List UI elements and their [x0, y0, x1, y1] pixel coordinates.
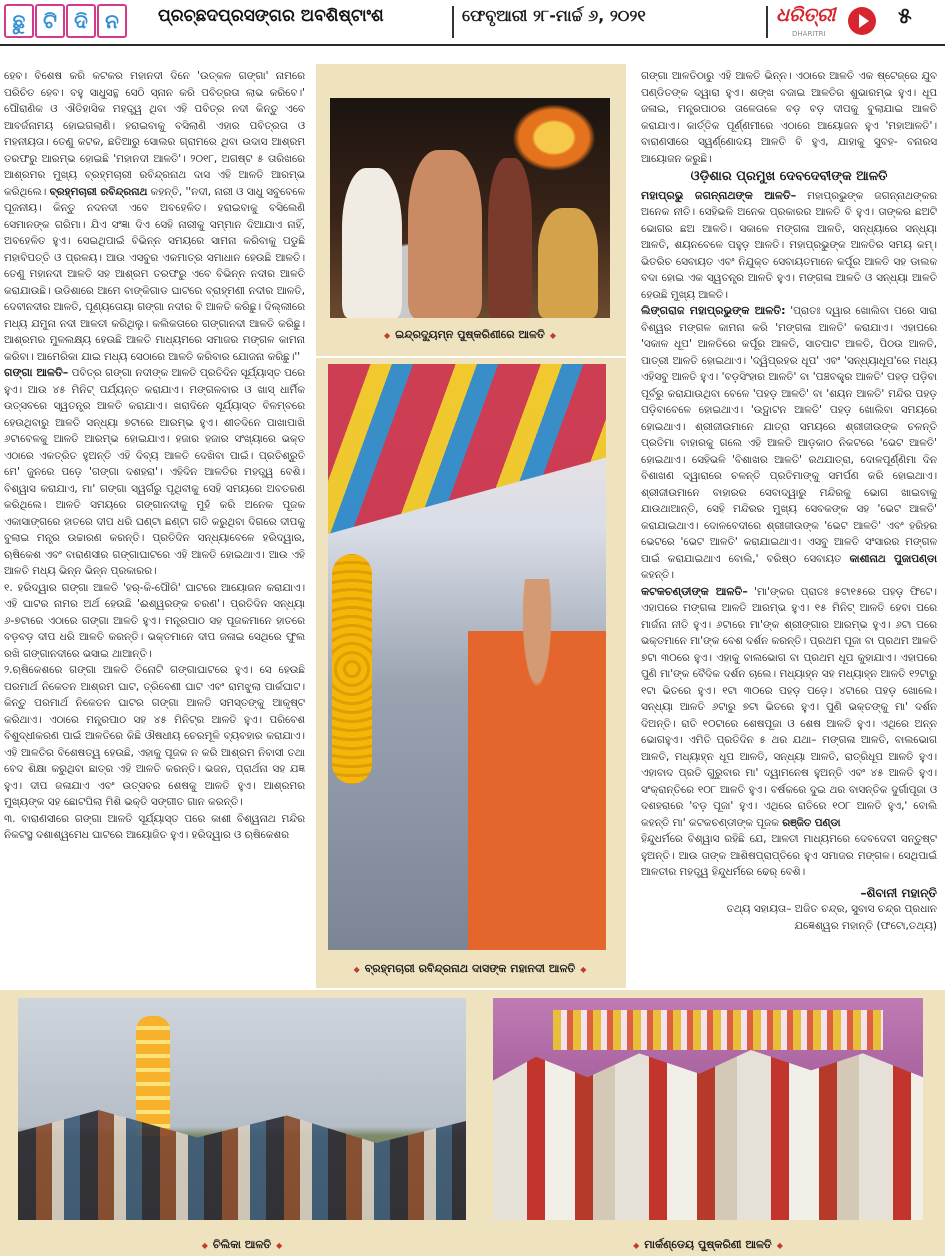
paragraph: ହେବ। ବିଶେଷ କରି କଟକର ମହାନଦୀ ଦିନେ 'ଉତ୍କଳ ଗଙ୍ଗା' ନାମରେ ପରିଚିତ ହେବ। ବହୁ ସାଧୁସନ୍ଥ ସେଠି ସ୍ନାନ କରି ପବିତ୍ରତା ଲାଭ କରିବେ।' ପୌରାଣିକ ଓ ଐତିହାସିକ ମହତ୍ତ୍ୱ ଥିବା ଏହି ପବିତ୍ର ନଦୀ କିନ୍ତୁ ଏବେ ଆବର୍ଜନାମୟ ହୋଇଗଲାଣି। ହରାଇବାକୁ ବସିଲାଣି ଏହାର ପବିତ୍ରତା ଓ ମହନୀୟତା। ତେଣୁ କଟକ, ଛତିଆରୁ ସୋଲର ଗ୍ରାମରେ ଥିବା ଉଦାସ ଆଶ୍ରମ ତରଫରୁ ଆରମ୍ଭ ହୋଇଛି 'ମହାନଦୀ ଆଳତି'। ୨୦୧୮, ଅଗଷ୍ଟ ୫ ତାରିଖରେ ଆଶ୍ରମର ମୁଖ୍ୟ ବ୍ରହ୍ମଚାରୀ ରବିନ୍ଦ୍ରନାଥ ଦାସ ଏହି ଆଳତି ଆରମ୍ଭ କରିଥିଲେ। ବ୍ରହ୍ମଚାରୀ ରବିନ୍ଦ୍ରନାଥ କହନ୍ତି, ''ନଦୀ, ନାରୀ ଓ ସାଧୁ ସବୁବେଳେ ପୂଜନୀୟ। କିନ୍ତୁ ନଦନଦୀ ଏବେ ଅବହେଳିତ। ହରାଇବାକୁ ବସିଲେଣି ସେମାନଙ୍କ ଗରିମା। ଯିଏ ସଂଜ୍ଞା ଦିଏ ସେହି ନାରୀକୁ ସମ୍ମାନ ଦିଆଯାଏ ନାହିଁ, ଅବହେଳିତ ହୁଏ। ସେଇଥିପାଇଁ ବିଭିନ୍ନ ସମୟରେ ସାମନା କରିବାକୁ ପଡୁଛି ମହାବିପତ୍ତି ଓ ପ୍ରଳୟ। ଆଉ ଏସବୁର ଏକମାତ୍ର ସମାଧାନ ହେଉଛି ଆଳତି। ତେଣୁ ମହାନଦୀ ଆଳତି ସହ ଆଶ୍ରମ ତରଫରୁ ଏବେ ବିଭିନ୍ନ ନଦୀର ଆଳତି କରାଯାଉଛି। ଉଡିଶାରେ ଆମେ ବାଙ୍କିଗାଡ ଘାଟରେ ବ୍ରାହ୍ମଣୀ ନଦୀର ଆଳତି, ଦେବୀନଦୀର ଆଳତି, ପୂଣ୍ୟତୋୟା ଗଙ୍ଗା ନଦୀର ବି ଆଳତି କରିଛୁ। ଦିଲ୍ଲୀରେ ମଧ୍ୟ ଯମୁନା ନଦୀ ଆଳତୀ କରିଥିଲୁ। କଲିକତାରେ ଗଙ୍ଗାନଦୀ ଆଳତି କରିଛୁ। ଆଶ୍ରମର ମୁଳଲକ୍ଷ୍ୟ ହେଉଛି ଆଳତି ମାଧ୍ୟମରେ ସମାଜର ମଙ୍ଗଳ କାମନା କରିବା। ଆମେରିକା ଯାଇ ମଧ୍ୟ ସେଠାରେ ଆଳତି କରିବାର ଯୋଜନା କରିଛୁ।'' [4, 70, 305, 363]
crowd [18, 1110, 466, 1220]
paragraph: ହିନ୍ଦୁଧର୍ମରେ ବିଶ୍ୱାସ ରହିଛି ଯେ, ଆଳତୀ ମାଧ୍ୟମରେ ଦେବଦେବୀ ସନ୍ତୁଷ୍ଟ ହୁଅନ୍ତି। ଆଉ ତାଙ୍କ ଆଶିଷପ୍ରାପ୍ତିରେ ହୁଏ ସମାଜର ମଙ୍ଗଳ। ସେଥିପାଇଁ ଆଳତୀର ମହତ୍ତ୍ୱ ହିନ୍ଦୁଧର୍ମରେ ଢେର୍ ବେଶି। [641, 833, 937, 878]
masthead [0, 0, 945, 46]
speaker-name: ବ୍ରହ୍ମଚାରୀ ରବିନ୍ଦ୍ରନାଥ [49, 185, 148, 198]
paragraph: ଗଙ୍ଗା ଆଳତିଠାରୁ ଏହି ଆଳତି ଭିନ୍ନ। ଏଠାରେ ଆଳତି ଏକ ଷ୍ଟେଜ୍ରେ ଯୁବ ପଣ୍ଡିତଙ୍କ ଦ୍ୱାରା ହୁଏ। ଶଙ୍ଖ ବଜାଇ ଆଳତିର ଶୁଭାରମ୍ଭ ହୁଏ। ଧୂପ ଜଳାଇ, ମନ୍ତ୍ରପାଠର ତାଳେତାଳେ ବଡ଼ ବଡ଼ ଦୀପକୁ ବୁଲାଯାଇ ଆଳତି କରାଯାଏ। କାର୍ତ୍ତିକ ପୂର୍ଣ୍ଣମୀରେ ଏଠାରେ ଆୟୋଜନ ହୁଏ 'ମହାଆଳତି'। ବାରାଣସୀରେ ସ୍ୱର୍ଣ୍ଣୋଦୟ ଆଳତି ବି ହୁଏ, ଯାହାକୁ ସୁବହ- ବନାରସ ଆୟୋଜନ କରୁଛି। [641, 70, 937, 165]
speaker-name: କାଶୀନାଥ ପୁଜାପଣ୍ଡା [849, 552, 937, 565]
aarti-lamp [136, 1016, 170, 1136]
lamp-stand [538, 208, 598, 318]
paragraph: ମହାପ୍ରଭୁ ଜଗନ୍ନାଥଙ୍କ ଆଳତି– ମହାପ୍ରଭୁଙ୍କ ଜଗନ୍ନାଥଙ୍କର ଅନେକ ନୀତି। ସେହିଭଳି ଅନେକ ପ୍ରକାରର ଆଳତି ବି ହୁଏ। ତାଙ୍କର ଛଅଟି ଭୋଗର ଛଅ ଆଳତି। ସକାଳେ ମଙ୍ଗଳା ଆଳତି, ସନ୍ଧ୍ୟାରେ ସନ୍ଧ୍ୟା ଆଳତି, ଶୟନବେଳେ ପହୁଡ଼ ଆଳତି। ମହାପ୍ରଭୁଙ୍କ ଆଳତିର ସମୟ କମ୍। ଭିତରିଚ ସେବାୟତ ଏବଂ ନିଯୁକ୍ତ ସେବାୟତମାନେ କର୍ପୂର ଆଳତି ସହ ଡାଲକ ବଦା ହୋଇ ଏକ ସ୍ୱତନ୍ତ୍ର ଆଳତି ହୁଏ। ମଙ୍ଗଳା ଆଳତି ଓ ସନ୍ଧ୍ୟା ଆଳତି ହେଉଛି ମୁଖ୍ୟ ଆଳତି। [641, 188, 937, 301]
speaker-name: ରଞ୍ଜିତ ପଣ୍ଡା [782, 816, 841, 829]
list-item: ୧. ହରିଦ୍ୱାର ଗଙ୍ଗା ଆଳତି 'ହର୍-କି-ପୌରି' ଘାଟରେ ଆୟୋଜନ କରାଯାଏ। ଏହି ଘାଟର ନାମର ଅର୍ଥ ହେଉଛି 'ଈଶ୍ୱରଙ୍କ ଚରଣ'। ପ୍ରତିଦିନ ସନ୍ଧ୍ୟା ୬-୭ଟାରେ ଏଠାରେ ଗଙ୍ଗା ଆଳତି ହୁଏ। ମନ୍ତ୍ରପାଠ ସହ ପୂଜକମାନେ ହାତରେ ବଡ଼ବଡ଼ ଦୀପ ଧରି ଆଳତି କରନ୍ତି। ଭକ୍ତମାନେ ଦୀପ ଜଳାଇ ସେଥିରେ ଫୁଲ ରଖି ଗଙ୍ଗାନଦୀରେ ଭସାଇ ଥାଆନ୍ତି। [4, 581, 305, 660]
section-logo [4, 4, 127, 38]
credit-line: ତଥ୍ୟ ସହାୟତା– ଅଜିତ ଚନ୍ଦ୍ର, ସୁବାସ ଚନ୍ଦ୍ର ପ୍ରଧାନ [726, 903, 937, 915]
paragraph: କଟକଚଣ୍ଡୀଙ୍କ ଆଳତି– 'ମା'ଙ୍କର ପ୍ରାତଃ ୫ଟା୧୫ରେ ପହଡ଼ ଫିଟେ। ଏହାପରେ ମଙ୍ଗଳା ଆଳତି ଆରମ୍ଭ ହୁଏ। ୧୫ ମିନିଟ୍ ଆଳତି ହେବା ପରେ ମାର୍ଜନା ନୀତି ହୁଏ। ୬ଟାରେ ମା'ଙ୍କ ଶ୍ରୀଙ୍ଗାର ଆରମ୍ଭ ହୁଏ। ୬ଟା ପରେ ଭକ୍ତମାନେ ମା'ଙ୍କ ବେଶ ଦର୍ଶନ କରନ୍ତି। ପ୍ରଥମ ପୂଜା ବା ପ୍ରଥମ ଆଳତି ୭ଟା ୩୦ରେ ହୁଏ। ଏହାକୁ ବାଲଭୋଗ ବା ପ୍ରଥମ ଧୂପ କୁହାଯାଏ। ଏହାପରେ ପୁଣି ମା'ଙ୍କ ବୈଦିକ ଦର୍ଶନ ଚାଲେ। ମଧ୍ୟାହ୍ନ ସହ ମଧ୍ୟାହ୍ନ ଆଳତି ୧୨ଟାରୁ ୧ଟା ଭିତରେ ହୁଏ। ୧ଟା ୩୦ରେ ପହଡ଼ ପଡ଼େ। ୪ଟାରେ ପହଡ଼ ଖୋଲେ। ସନ୍ଧ୍ୟା ଆଳତି ୬ଟାରୁ ୭ଟା ଭିତରେ ହୁଏ। ପୁଣି ଭକ୍ତଙ୍କୁ ମା' ଦର୍ଶନ ଦିଅନ୍ତି। ରାତି ୧୦ଟାରେ ଶେଷପୂଜା ଓ ଶେଷ ଆଳତି ହୁଏ। ଏଥିରେ ଅନ୍ନ ଭୋଗହୁଏ। ଏମିତି ପ୍ରତିଦିନ ୫ ଥର ଯଥା– ମଙ୍ଗଳା ଆଳତି, ବାଲଭୋଗ ଆଳତି, ମଧ୍ୟାହ୍ନ ଧୂପ ଆଳତି, ସନ୍ଧ୍ୟା ଆଳତି, ରାତ୍ରିଧୂପ ଆଳତି ହୁଏ। ଏହାବାଦ ପ୍ରତି ଗୁରୁବାର ମା' ଦ୍ୱାମନେଷ ହୁଅନ୍ତି ଏବଂ ୪୫ ଆଳତି ହୁଏ। ସଂକ୍ରାନ୍ତିରେ ୧୦୮ ଆଳତି ହୁଏ। ବର୍ଷକରେ ଦୁଇ ଥର ବାସନ୍ତିକ ଦୁର୍ଗାପୂଜା ଓ ଦଶହରାରେ 'ବଡ଼ ପୂଜା' ହୁଏ। ଏଥିରେ ରାତିରେ ୧୦୮ ଆଳତି ହୁଏ,' ବୋଲି କହନ୍ତି ମା' କଟକଚଣ୍ଡୀଙ୍କ ପୂଜକ ରଞ୍ଜିତ ପଣ୍ଡା [641, 584, 937, 829]
header-divider [766, 6, 768, 38]
article-column-left [4, 68, 305, 990]
section-heading: ଓଡ଼ିଶାର ପ୍ରମୁଖ ଦେବଦେବୀଙ୍କ ଆଳତି [690, 169, 888, 184]
paragraph: ଗଙ୍ଗା ଆଳତି– ପବିତ୍ର ଗଙ୍ଗା ନଦୀଙ୍କ ଆଳତି ପ୍ରତିଦିନ ସୂର୍ଯ୍ୟାସ୍ତ ପରେ ହୁଏ। ଆଉ ୪୫ ମିନିଟ୍ ପର୍ଯ୍ୟନ୍ତ କରାଯାଏ। ମଙ୍ଗଳବାର ଓ ଖାସ୍ ଧାର୍ମିକ ଉତ୍ସବରେ ସ୍ୱତନ୍ତ୍ର ଆଳତି କରାଯାଏ। ଖରାଦିନେ ସୂର୍ଯ୍ୟାସ୍ତ ବିଳମ୍ବରେ ହେଉଥିବାରୁ ଆଳତି ସନ୍ଧ୍ୟା ୭ଟାରେ ଆରମ୍ଭ ହୁଏ। ଶୀତଦିନେ ପାଖାପାଖି ୬ଟାବେଳକୁ ଆଳତି ଆରମ୍ଭ ହୋଇଯାଏ। ହଜାର ହଜାର ସଂଖ୍ୟାରେ ଭକ୍ତ ଏଠାରେ ଏକତ୍ରିତ ହୁଅନ୍ତି ଏହି ଦିବ୍ୟ ଆଳତି ଦେଖିବା ପାଇଁ। ପ୍ରତିଶ୍ରୁତି ମେ' ଜୁନରେ ପଡ଼େ 'ଗଙ୍ଗା ଦଶହରା'। ଏହିଦିନ ଆଳତିର ମହତ୍ତ୍ୱ ବେଶି। ବିଶ୍ୱାସ କରାଯାଏ, ମା' ଗଙ୍ଗା ସ୍ୱର୍ଗରୁ ପୃଥିବୀକୁ ସେହି ସମୟରେ ଅବତରଣ କରିଥିଲେ। ଆଳତି ସମୟରେ ଗଙ୍ଗାନଦୀକୁ ମୁହଁ କରି ଅନେକ ପୂଜକ ଏକାସାଙ୍ଗରେ ହାତରେ ଦୀପ ଧରି ଘଣ୍ଟା ଛଣ୍ଟା ଗତି କରୁଥିବା ଦିଗରେ ଦୀପକୁ ବୁଲାଇ ମନ୍ତ୍ର ଉଚ୍ଚାରଣ କରନ୍ତି। ପ୍ରତିଦିନ ସନ୍ଧ୍ୟାବେଳେ ହରିଦ୍ୱାର, ଋଷିକେଶ ଏବଂ ବାରାଣସୀର ଗଙ୍ଗାଘାଟରେ ଏହି ଆଳତି ହୋଇଥାଏ। ଆଉ ଏହି ଆଳତି ମଧ୍ୟ ଭିନ୍ନ ଭିନ୍ନ ପ୍ରକାରର। [4, 366, 305, 577]
photo-caption: ◆ ମାର୍କଣ୍ଡେୟ ପୁଷ୍କରିଣୀ ଆଳତି ◆ [493, 1238, 923, 1252]
photo-caption: ◆ ବ୍ରହ୍ମଚାରୀ ରବିନ୍ଦ୍ରନାଥ ଦାସଙ୍କ ମହାନଦୀ ଆଳତି ◆ [320, 962, 620, 976]
chilika-aarti-photo [18, 998, 466, 1220]
paragraph: ଲିଙ୍ଗରାଜ ମହାପ୍ରଭୁଙ୍କ ଆଳତି: 'ପ୍ରାତଃ ଦ୍ୱାର ଖୋଲିବା ପରେ ସାରା ବିଶ୍ୱର ମଙ୍ଗଳ କାମନା କରି 'ମଙ୍ଗଳା ଆଳତି' କରାଯାଏ। ଏହାପରେ 'ସକାଳ ଧୂପ' ଆଳତିରେ କର୍ପୂର ଆଳତି, ସାତପାଟ ଆଳତି, ପିଠଉ ଆଳତି, ପାତ୍ରୀ ଆଳତି ହୋଇଥାଏ। 'ଦ୍ୱିପ୍ରହର ଧୂପ' ଏବଂ 'ସନ୍ଧ୍ୟାଧୂପ'ରେ ମଧ୍ୟ ଏହିସବୁ ଆଳତି ହୁଏ। 'ବଡ଼ସିଂହାର ଆଳତି' ବା 'ପଞ୍ଚବକ୍ତ୍ର ଆଳତି' ପହଡ଼ ପଡ଼ିବା ପୂର୍ବରୁ କରାଯାଉଥିବା ବେଳେ 'ପହଡ଼ ଆଳତି' ବା 'ଶୟନ ଆଳତି' ମନ୍ଦିର ପହଡ଼ ପଡ଼ିବାବେଳେ ହୋଇଥାଏ। 'ଉଦ୍ଘାଟନ ଆଳତି' ପହଡ଼ ଖୋଲିବା ସମୟରେ ହୋଇଥାଏ। ଶ୍ରୀଜୀଉମାନେ ଯାତ୍ରା ସମୟରେ ଶ୍ରୀଜୀଉଙ୍କ ଚଳନ୍ତି ପ୍ରତିମା ବାହାରକୁ ଗଲେ ଏହି ଆଳତି ଆଡ଼କାଠ ନିକଟରେ 'ଭେଟ ଆଳତି' ହୋଇଥାଏ। ସେହିଭଳି 'ବିଶାଖର ଆଳତି' ରଥଯାତ୍ରା, ଦୋଳପୂର୍ଣ୍ଣିମା ଦିନ ବିଶାଖଣ ଦ୍ୱାରାରେ ଚଳନ୍ତି ପ୍ରତିମାଙ୍କୁ ସମର୍ପଣ କରି ହୋଇଥାଏ। ଶ୍ରୀଜୀଉମାନେ ବାହାରର ସେବାଦ୍ୱାରୁ ମନ୍ଦିରକୁ ଭୋଗ ଖାଇବାକୁ ଯାଉଥାଆନ୍ତି, ସେହି ମନ୍ଦିରର ମୁଖ୍ୟ ସେବକଙ୍କ ସହ 'ଭେଟ ଆଳତି' କରାଯାଇଥାଏ। ଦୋଳବେଦୀରେ ଶ୍ରୀଜୀଉଙ୍କ 'ଭେଟ ଆଳତି' ଏବଂ ହରିହର ଭେଟରେ 'ଭେଟ ଆଳତି' କରାଯାଇଥାଏ। ଏସବୁ ଆଳତି ସଂସାରର ମଙ୍ଗଳ ପାଇଁ କରାଯାଇଥାଏ ବୋଲି,' ବରିଷ୍ଠ ସେବାୟତ କାଶୀନାଥ ପୁଜାପଣ୍ଡା କହନ୍ତି। [641, 304, 937, 581]
photo-caption: ◆ ଇନ୍ଦ୍ରଦ୍ୟୁମ୍ନ ପୁଷ୍କରିଣୀରେ ଆଳତି ◆ [320, 328, 620, 342]
header-divider [452, 6, 454, 38]
canopy-decoration [328, 364, 606, 534]
list-item: ୩. ବାରାଣସୀରେ ଗଙ୍ଗା ଆଳତି ସୂର୍ଯ୍ୟାସ୍ତ ପରେ କାଶୀ ବିଶ୍ୱନାଥ ମନ୍ଦିର ନିକଟସ୍ଥ ଦଶାଶ୍ୱମେଧ ଘାଟରେ ଆୟୋଜିତ ହୁଏ। ହରିଦ୍ୱାର ଓ ଋଷିକେଶର [4, 812, 305, 841]
article-column-right [641, 68, 937, 988]
priest-figure [468, 579, 606, 950]
newspaper-brand-sub: DHARITRI [792, 30, 826, 38]
logo-letter: ଟି [35, 4, 65, 38]
flower-garland [332, 554, 372, 784]
list-item: ୨.ଋଷିକେଶରେ ଗଙ୍ଗା ଆଳତି ତିନୋଟି ଗଙ୍ଗାଘାଟରେ ହୁଏ। ସେ ହେଉଛି ପରମାର୍ଥ ନିକେତନ ଆଶ୍ରମ ଘାଟ, ତ୍ରିବେଣୀ ଘାଟ ଏବଂ ରାମଝୁଲା ପାର୍କଘାଟ। କିନ୍ତୁ ପରମାର୍ଥ ନିକେତନ ଘାଟର ଗଙ୍ଗା ଆଳତି ସମସ୍ତଙ୍କୁ ଆକୃଷ୍ଟ କରିଥାଏ। ଏଠାରେ ମନ୍ତ୍ରପାଠ ସହ ୪୫ ମିନିଟ୍ର ଆଳତି ହୁଏ। ପରିବେଶ ବିଶୁଦ୍ଧୀକରଣ ପାଇଁ ଆଳତିରେ କିଛି ଔଷଧୀୟ ଚେରମୂଳି ବ୍ୟବହାର କରାଯାଏ। ଏହି ଆଳତିର ବିଶେଷତ୍ୱ ହେଉଛି, ଏହାକୁ ପୂଜକ ନ କରି ଆଶ୍ରମ ନିବାସୀ ତଥା ବେଦ ଶିକ୍ଷା କରୁଥିବା ଛାତ୍ର ଏହି ଆଳତି କରନ୍ତି। ଭଜନ, ପ୍ରାର୍ଥନା ସହ ଯଜ୍ଞ ହୁଏ। ଦୀପ ଜଳାଯାଏ ଏବଂ ଉତ୍ସବର ଶେଷକୁ ଆଳତି ହୁଏ। ଆଶ୍ରମର ମୁଖ୍ୟଙ୍କ ସହ ଛୋଟପିଲା ମିଶି ଭକ୍ତି ସଙ୍ଗୀତ ଗାନ କରନ୍ତି। [4, 664, 305, 808]
issue-date: ଫେବୃଆରୀ ୨୮-ମାର୍ଚ୍ଚ ୬, ୨୦୨୧ [462, 6, 646, 25]
newspaper-brand: ଧରିତ୍ରୀ [776, 4, 836, 26]
subheading-lingaraj: ଲିଙ୍ଗରାଜ ମହାପ୍ରଭୁଙ୍କ ଆଳତି: [641, 304, 786, 317]
subheading-ganga-aarti: ଗଙ୍ଗା ଆଳତି– [4, 366, 69, 379]
logo-letter: ଦି [66, 4, 96, 38]
markandeya-aarti-photo [493, 998, 923, 1220]
photo-caption: ◆ ଚିଲିକା ଆଳତି ◆ [18, 1238, 466, 1252]
subheading-cuttack-chandi: କଟକଚଣ୍ଡୀଙ୍କ ଆଳତି– [641, 584, 748, 598]
credit-line: ଯଜ୍ଞେଶ୍ୱର ମହାନ୍ତି (ଫଟୋ,ତଥ୍ୟ) [794, 919, 937, 932]
section-title: ପ୍ରଚ୍ଛଦପ୍ରସଙ୍ଗର ଅବଶିଷ୍ଟାଂଶ [158, 6, 384, 26]
page-number: ୫ [898, 4, 912, 29]
devotee-figure [342, 168, 402, 318]
logo-letter: ନ [97, 4, 127, 38]
author-byline: –ଶିବାନୀ ମହାନ୍ତି [860, 885, 937, 900]
devotee-figure [488, 158, 532, 318]
logo-letter: ଛୁ [4, 4, 34, 38]
flower-decoration [553, 1010, 883, 1050]
play-icon [848, 7, 876, 35]
subheading-jagannath: ମହାପ୍ରଭୁ ଜଗନ୍ନାଥଙ୍କ ଆଳତି– [641, 188, 797, 202]
indradyumna-aarti-photo [330, 98, 610, 318]
devotee-figure [408, 150, 482, 318]
priests-group [493, 1050, 923, 1220]
mahanadi-aarti-photo [328, 364, 606, 950]
